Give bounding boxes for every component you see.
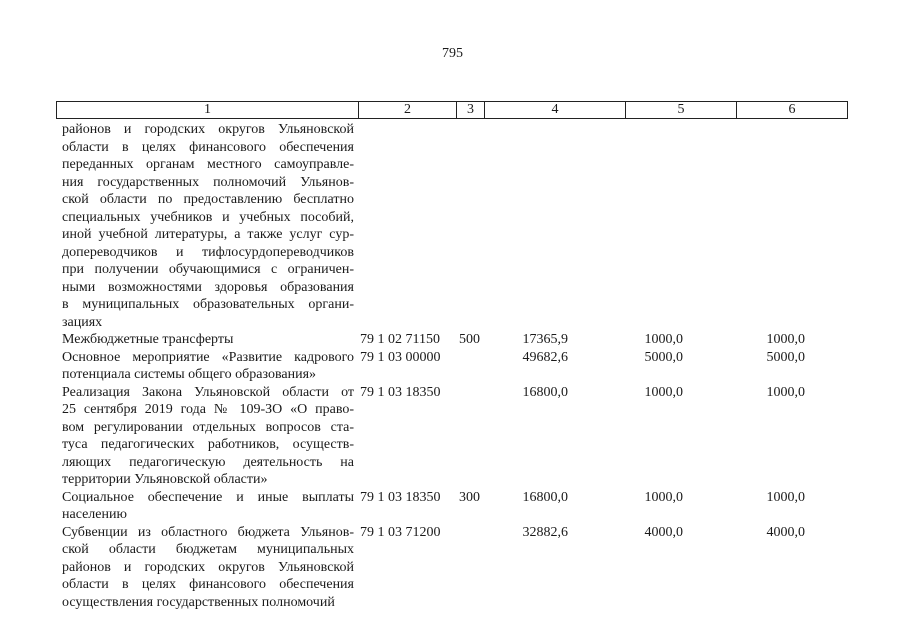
table-row [0,524,905,612]
description-line: осуществления государственных полномочий [62,594,335,610]
description-line: в муниципальных образовательных органи- [62,297,354,312]
table-row [0,349,905,384]
amount-col-5: 1000,0 [644,332,683,347]
description-line: территории Ульяновской области» [62,472,268,487]
header-col-6: 6 [788,102,796,117]
header-col-1: 1 [57,102,359,118]
description-line: ской области по предоставлению бесплатно [62,192,354,207]
header-col-3: 3 [457,102,485,118]
description-line: Основное мероприятие «Развитие кадрового [62,349,354,365]
description-line: зациях [62,314,103,330]
description-line: при получении обучающимися с ограничен- [62,262,354,277]
amount-col-4: 16800,0 [522,489,568,505]
row-description [62,349,354,384]
budget-code: 79 1 03 18350 [360,384,441,400]
header-col-5: 5 [626,102,737,118]
amount-col-4: 16800,0 [522,384,568,400]
amount-col-4: 49682,6 [522,349,568,365]
table-row [0,121,905,331]
budget-code: 79 1 02 71150 [360,332,440,347]
description-line: вом регулировании отдельных вопросов ста- [62,419,354,435]
amount-col-6: 1000,0 [766,332,805,347]
expense-type: 500 [459,332,480,347]
amount-col-4: 17365,9 [522,332,568,347]
description-line: ными возможностями здоровья образования [62,279,354,295]
description-line: специальных учебников и учебных пособий, [62,209,354,225]
header-col-2: 2 [359,102,457,118]
amount-col-4: 32882,6 [522,524,568,540]
description-line: туса педагогических работников, осуществ- [62,437,354,452]
table-row [0,331,905,349]
description-line: Субвенции из областного бюджета Ульянов- [62,524,354,540]
expense-type: 300 [459,489,480,505]
row-description [62,121,354,331]
description-line: Межбюджетные трансферты [62,332,234,347]
description-line: населению [62,507,127,522]
description-line: потенциала системы общего образования» [62,367,317,382]
row-description [62,331,354,349]
description-line: ляющих педагогическую деятельность на [62,454,354,470]
row-description [62,384,354,489]
amount-col-5: 1000,0 [644,384,683,400]
description-line: ния государственных полномочий Ульянов- [62,174,354,190]
description-line: районов и городских округов Ульяновской [62,122,354,137]
amount-col-5: 4000,0 [644,524,683,540]
description-line: допереводчиков и тифлосурдопереводчиков [62,244,354,260]
header-col-4: 4 [485,102,626,118]
amount-col-6: 1000,0 [766,384,805,400]
row-description [62,524,354,612]
budget-code: 79 1 03 71200 [360,524,441,540]
table-header [56,101,848,119]
amount-col-5: 1000,0 [644,489,683,505]
table-row [0,489,905,524]
row-description [62,489,354,524]
amount-col-6: 4000,0 [766,524,805,540]
table-row [0,384,905,489]
budget-code: 79 1 03 00000 [360,349,441,365]
description-line: области в целях финансового обеспечения [62,139,354,155]
table-body [0,121,905,611]
amount-col-6: 1000,0 [766,489,805,505]
description-line: 25 сентября 2019 года № 109-ЗО «О право- [62,402,354,417]
description-line: районов и городских округов Ульяновской [62,559,354,575]
description-line: Реализация Закона Ульяновской области от [62,384,354,400]
amount-col-6: 5000,0 [766,349,805,365]
description-line: переданных органам местного самоуправле- [62,157,354,172]
budget-code: 79 1 03 18350 [360,489,441,505]
amount-col-5: 5000,0 [644,349,683,365]
page-number: 795 [442,46,463,61]
description-line: ской области бюджетам муниципальных [62,542,354,557]
description-line: иной учебной литературы, а также услуг сур- [62,227,354,242]
description-line: области в целях финансового обеспечения [62,577,354,592]
description-line: Социальное обеспечение и иные выплаты [62,489,354,505]
